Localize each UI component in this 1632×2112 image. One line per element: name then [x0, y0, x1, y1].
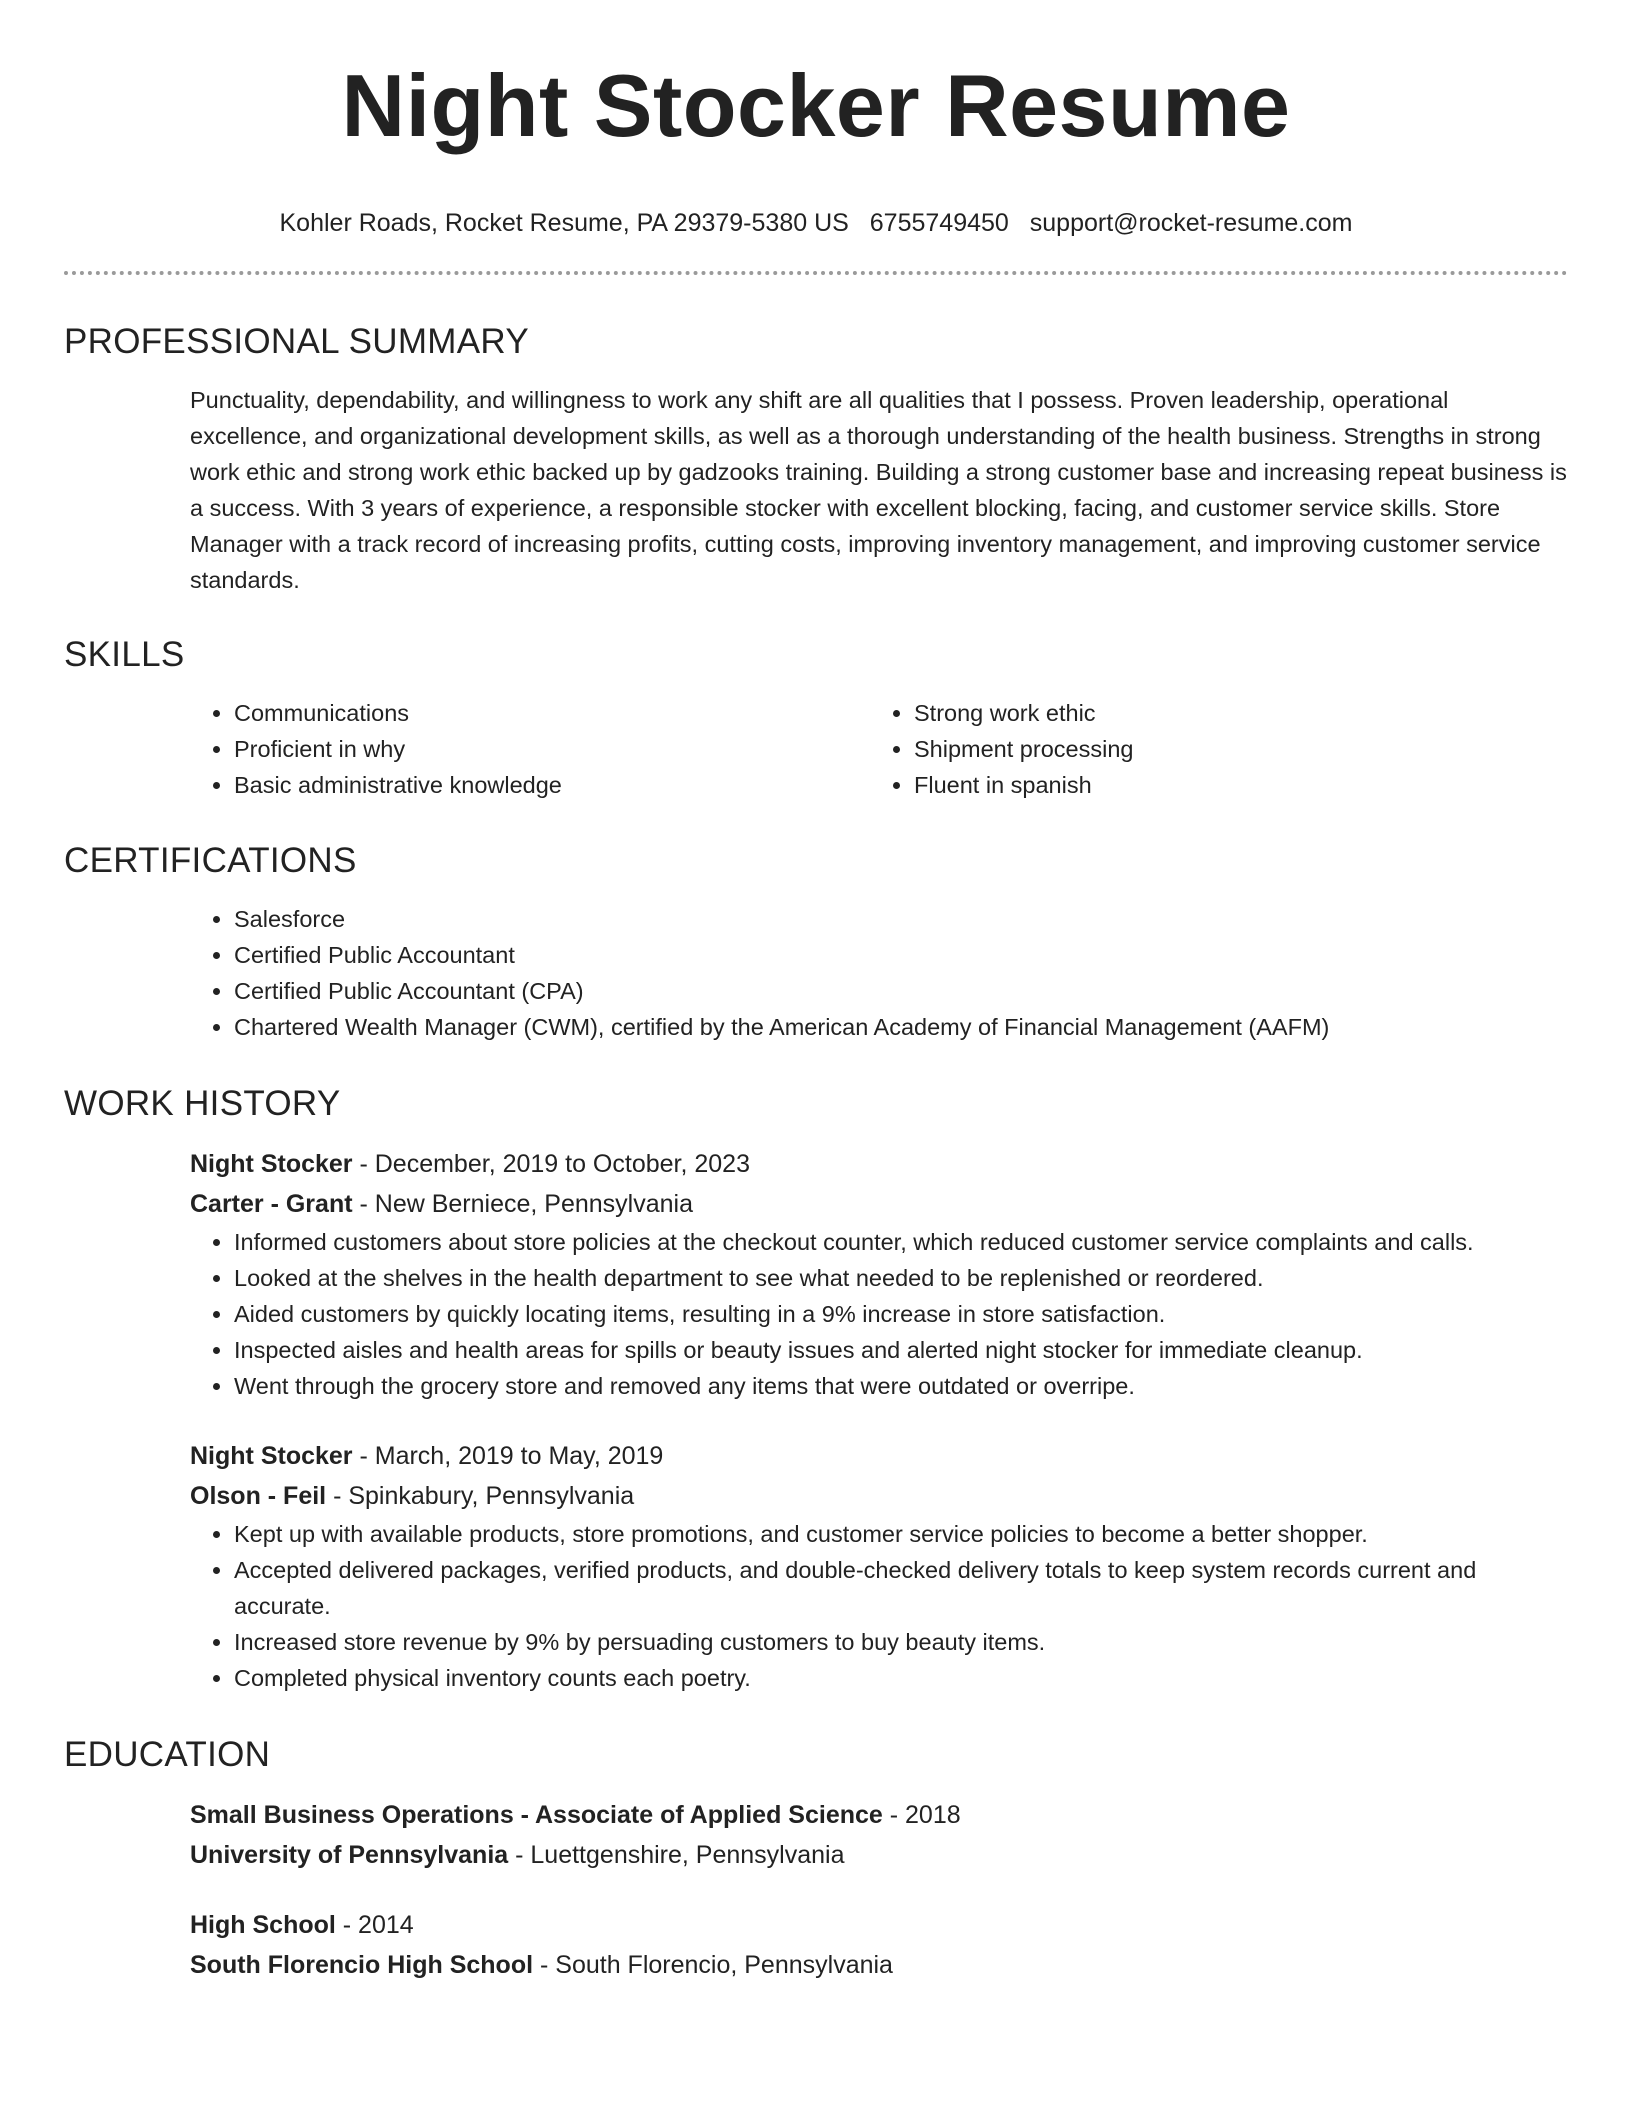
job-bullet: • Went through the grocery store and removed any items that were outdated or overripe. — [234, 1368, 1568, 1404]
page-title: Night Stocker Resume — [341, 56, 1291, 155]
skills-list-right — [870, 695, 1568, 803]
job-bullet: • Accepted delivered packages, verified products, and double-checked delivery totals to keep system records current and accurate. — [234, 1552, 1568, 1624]
education-degree-line — [190, 1795, 1568, 1835]
skill-item: • Basic administrative knowledge — [234, 767, 870, 803]
education-location: - Luettgenshire, Pennsylvania — [508, 1841, 845, 1869]
job-bullet: • Aided customers by quickly locating items, resulting in a 9% increase in store satisfaction. — [234, 1296, 1568, 1332]
education-year: - 2018 — [882, 1801, 961, 1829]
education-degree-line — [190, 1905, 1568, 1945]
job-entry — [190, 1144, 1568, 1404]
header-divider — [64, 271, 1568, 275]
job-bullet: • Completed physical inventory counts each poetry. — [234, 1660, 1568, 1696]
certifications-heading: CERTIFICATIONS — [64, 841, 357, 880]
education-entry — [190, 1795, 1568, 1875]
job-bullets — [190, 1224, 1568, 1404]
certification-item: • Salesforce — [234, 901, 1568, 937]
skills-heading: SKILLS — [64, 635, 185, 674]
job-bullet: • Inspected aisles and health areas for spills or beauty issues and alerted night stocker for immediate cleanup. — [234, 1332, 1568, 1368]
resume-header — [64, 0, 1568, 238]
job-bullet: • Informed customers about store policies at the checkout counter, which reduced customer service complaints and calls. — [234, 1224, 1568, 1260]
job-dates: - December, 2019 to October, 2023 — [352, 1150, 750, 1178]
work-history-heading: WORK HISTORY — [64, 1084, 341, 1123]
summary-text: Punctuality, dependability, and willingness to work any shift are all qualities that I possess. Proven leadership, operational excellence, and organizational development skills, as well as a thorough understanding of the health business. Strengths in strong work ethic and strong work ethic backed up by gadzooks training. Building a strong customer base and increasing repeat business is a success. With 3 years of experience, a responsible stocker with excellent blocking, facing, and customer service skills. Store Manager with a track record of increasing profits, cutting costs, improving inventory management, and improving customer service standards. — [190, 387, 1567, 593]
education-school: University of Pennsylvania — [190, 1841, 509, 1869]
job-bullet: • Kept up with available products, store promotions, and customer service policies to become a better shopper. — [234, 1516, 1568, 1552]
skill-item: • Fluent in spanish — [914, 767, 1568, 803]
job-title-line — [190, 1436, 1568, 1476]
contact-email: support@rocket-resume.com — [1029, 209, 1353, 237]
certification-item: • Certified Public Accountant (CPA) — [234, 973, 1568, 1009]
job-location: - Spinkabury, Pennsylvania — [326, 1482, 635, 1510]
education-school: South Florencio High School — [190, 1951, 534, 1979]
skills-list-left — [190, 695, 870, 803]
certification-item: • Certified Public Accountant — [234, 937, 1568, 973]
summary-heading: PROFESSIONAL SUMMARY — [64, 322, 529, 361]
education-location: - South Florencio, Pennsylvania — [533, 1951, 893, 1979]
education-school-line — [190, 1835, 1568, 1875]
education-degree: Small Business Operations - Associate of Applied Science — [190, 1801, 883, 1829]
job-bullet: • Increased store revenue by 9% by persuading customers to buy beauty items. — [234, 1624, 1568, 1660]
job-location: - New Berniece, Pennsylvania — [352, 1190, 693, 1218]
education-heading: EDUCATION — [64, 1735, 271, 1774]
education-entry — [190, 1905, 1568, 1985]
skill-item: • Communications — [234, 695, 870, 731]
job-company: Carter - Grant — [190, 1190, 353, 1218]
job-company: Olson - Feil — [190, 1482, 327, 1510]
job-company-line — [190, 1184, 1568, 1224]
contact-line — [64, 208, 1568, 238]
skill-item: • Shipment processing — [914, 731, 1568, 767]
skill-item: • Proficient in why — [234, 731, 870, 767]
skill-item: • Strong work ethic — [914, 695, 1568, 731]
job-title-line — [190, 1144, 1568, 1184]
certification-item: • Chartered Wealth Manager (CWM), certified by the American Academy of Financial Management (AAFM) — [234, 1009, 1568, 1045]
certifications-block — [190, 901, 1568, 1045]
job-entry — [190, 1436, 1568, 1696]
education-year: - 2014 — [335, 1911, 414, 1939]
education-school-line — [190, 1945, 1568, 1985]
contact-address: Kohler Roads, Rocket Resume, PA 29379-5380 US — [279, 209, 849, 237]
job-role: Night Stocker — [190, 1150, 353, 1178]
job-role: Night Stocker — [190, 1442, 353, 1470]
job-company-line — [190, 1476, 1568, 1516]
job-bullets — [190, 1516, 1568, 1696]
skills-grid — [190, 695, 1568, 803]
job-dates: - March, 2019 to May, 2019 — [352, 1442, 664, 1470]
education-degree: High School — [190, 1911, 336, 1939]
contact-phone: 6755749450 — [869, 209, 1009, 237]
certifications-list — [190, 901, 1568, 1045]
job-bullet: • Looked at the shelves in the health department to see what needed to be replenished or reordered. — [234, 1260, 1568, 1296]
